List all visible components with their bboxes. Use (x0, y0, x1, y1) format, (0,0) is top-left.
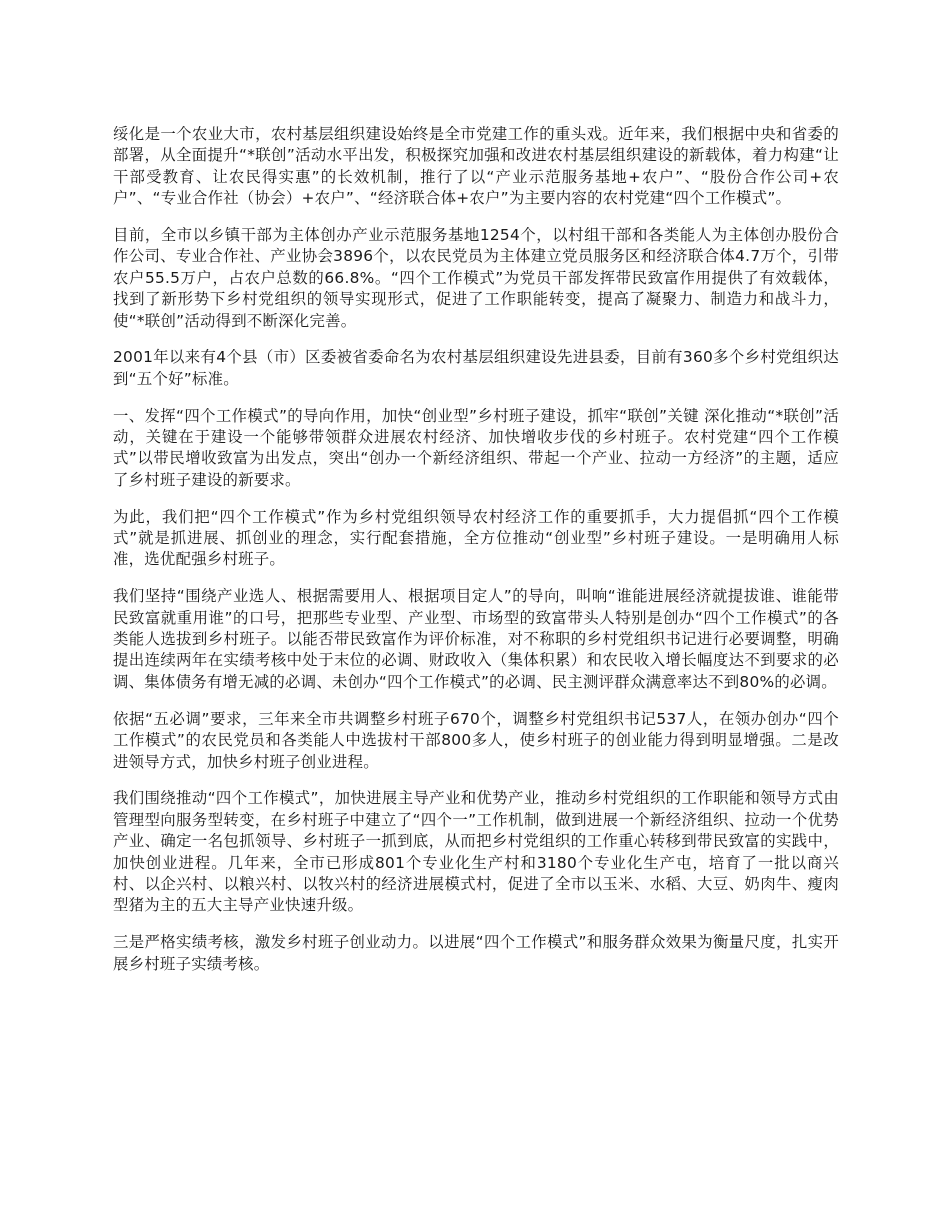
paragraph-3: 2001年以来有4个县（市）区委被省委命名为农村基层组织建设先进县委，目前有360多个乡村党组织达到“五个好”标准。 (113, 348, 839, 388)
paragraph-1: 绥化是一个农业大市，农村基层组织建设始终是全市党建工作的重头戏。近年来，我们根据中央和省委的部署，从全面提升“*联创”活动水平出发，积极探究加强和改进农村基层组织建设的新载体，着力构建“让干部受教育、让农民得实惠”的长效机制，推行了以“产业示范服务基地+农户”、“股份合作公司+农户”、“专业合作社（协会）+农户”、“经济联合体+农户”为主要内容的农村党建“四个工作模式”。 (113, 125, 839, 208)
paragraph-4: 一、发挥“四个工作模式”的导向作用，加快“创业型”乡村班子建设，抓牢“联创”关键 深化推动“*联创”活动，关键在于建设一个能够带领群众进展农村经济、加快增收步伐的乡村班子。农村党建“四个工作模式”以带民增收致富为出发点，突出“创办一个新经济组织、带起一个产业、拉动一方经济”的主题，适应了乡村班子建设的新要求。 (113, 406, 839, 489)
paragraph-8: 我们围绕推动“四个工作模式”，加快进展主导产业和优势产业，推动乡村党组织的工作职能和领导方式由管理型向服务型转变，在乡村班子中建立了“四个一”工作机制，做到进展一个新经济组织、拉动一个优势产业、确定一名包抓领导、乡村班子一抓到底，从而把乡村党组织的工作重心转移到带民致富的实践中，加快创业进程。几年来，全市已形成801个专业化生产村和3180个专业化生产屯，培育了一批以商兴村、以企兴村、以粮兴村、以牧兴村的经济进展模式村，促进了全市以玉米、水稻、大豆、奶肉牛、瘦肉型猪为主的五大主导产业快速升级。 (113, 789, 839, 915)
document-body (113, 124, 839, 990)
paragraph-5: 为此，我们把“四个工作模式”作为乡村党组织领导农村经济工作的重要抓手，大力提倡抓“四个工作模式”就是抓进展、抓创业的理念，实行配套措施，全方位推动“创业型”乡村班子建设。一是明确用人标准，选优配强乡村班子。 (113, 507, 839, 569)
paragraph-2: 目前，全市以乡镇干部为主体创办产业示范服务基地1254个，以村组干部和各类能人为主体创办股份合作公司、专业合作社、产业协会3896个，以农民党员为主体建立党员服务区和经济联合体4.7万个，引带农户55.5万户，占农户总数的66.8%。“四个工作模式”为党员干部发挥带民致富作用提供了有效载体，找到了新形势下乡村党组织的领导实现形式，促进了工作职能转变，提高了凝聚力、制造力和战斗力，使“*联创”活动得到不断深化完善。 (113, 226, 839, 330)
paragraph-9: 三是严格实绩考核，激发乡村班子创业动力。以进展“四个工作模式”和服务群众效果为衡量尺度，扎实开展乡村班子实绩考核。 (113, 933, 839, 973)
paragraph-6: 我们坚持“围绕产业选人、根据需要用人、根据项目定人”的导向，叫响“谁能进展经济就提拔谁、谁能带民致富就重用谁”的口号，把那些专业型、产业型、市场型的致富带头人特别是创办“四个工作模式”的各类能人选拔到乡村班子。以能否带民致富作为评价标准，对不称职的乡村党组织书记进行必要调整，明确提出连续两年在实绩考核中处于末位的必调、财政收入（集体积累）和农民收入增长幅度达不到要求的必调、集体债务有增无减的必调、未创办“四个工作模式”的必调、民主测评群众满意率达不到80%的必调。 (113, 587, 839, 691)
paragraph-7: 依据“五必调”要求，三年来全市共调整乡村班子670个，调整乡村党组织书记537人，在领办创办“四个工作模式”的农民党员和各类能人中选拔村干部800多人，使乡村班子的创业能力得到明显增强。二是改进领导方式，加快乡村班子创业进程。 (113, 709, 839, 771)
